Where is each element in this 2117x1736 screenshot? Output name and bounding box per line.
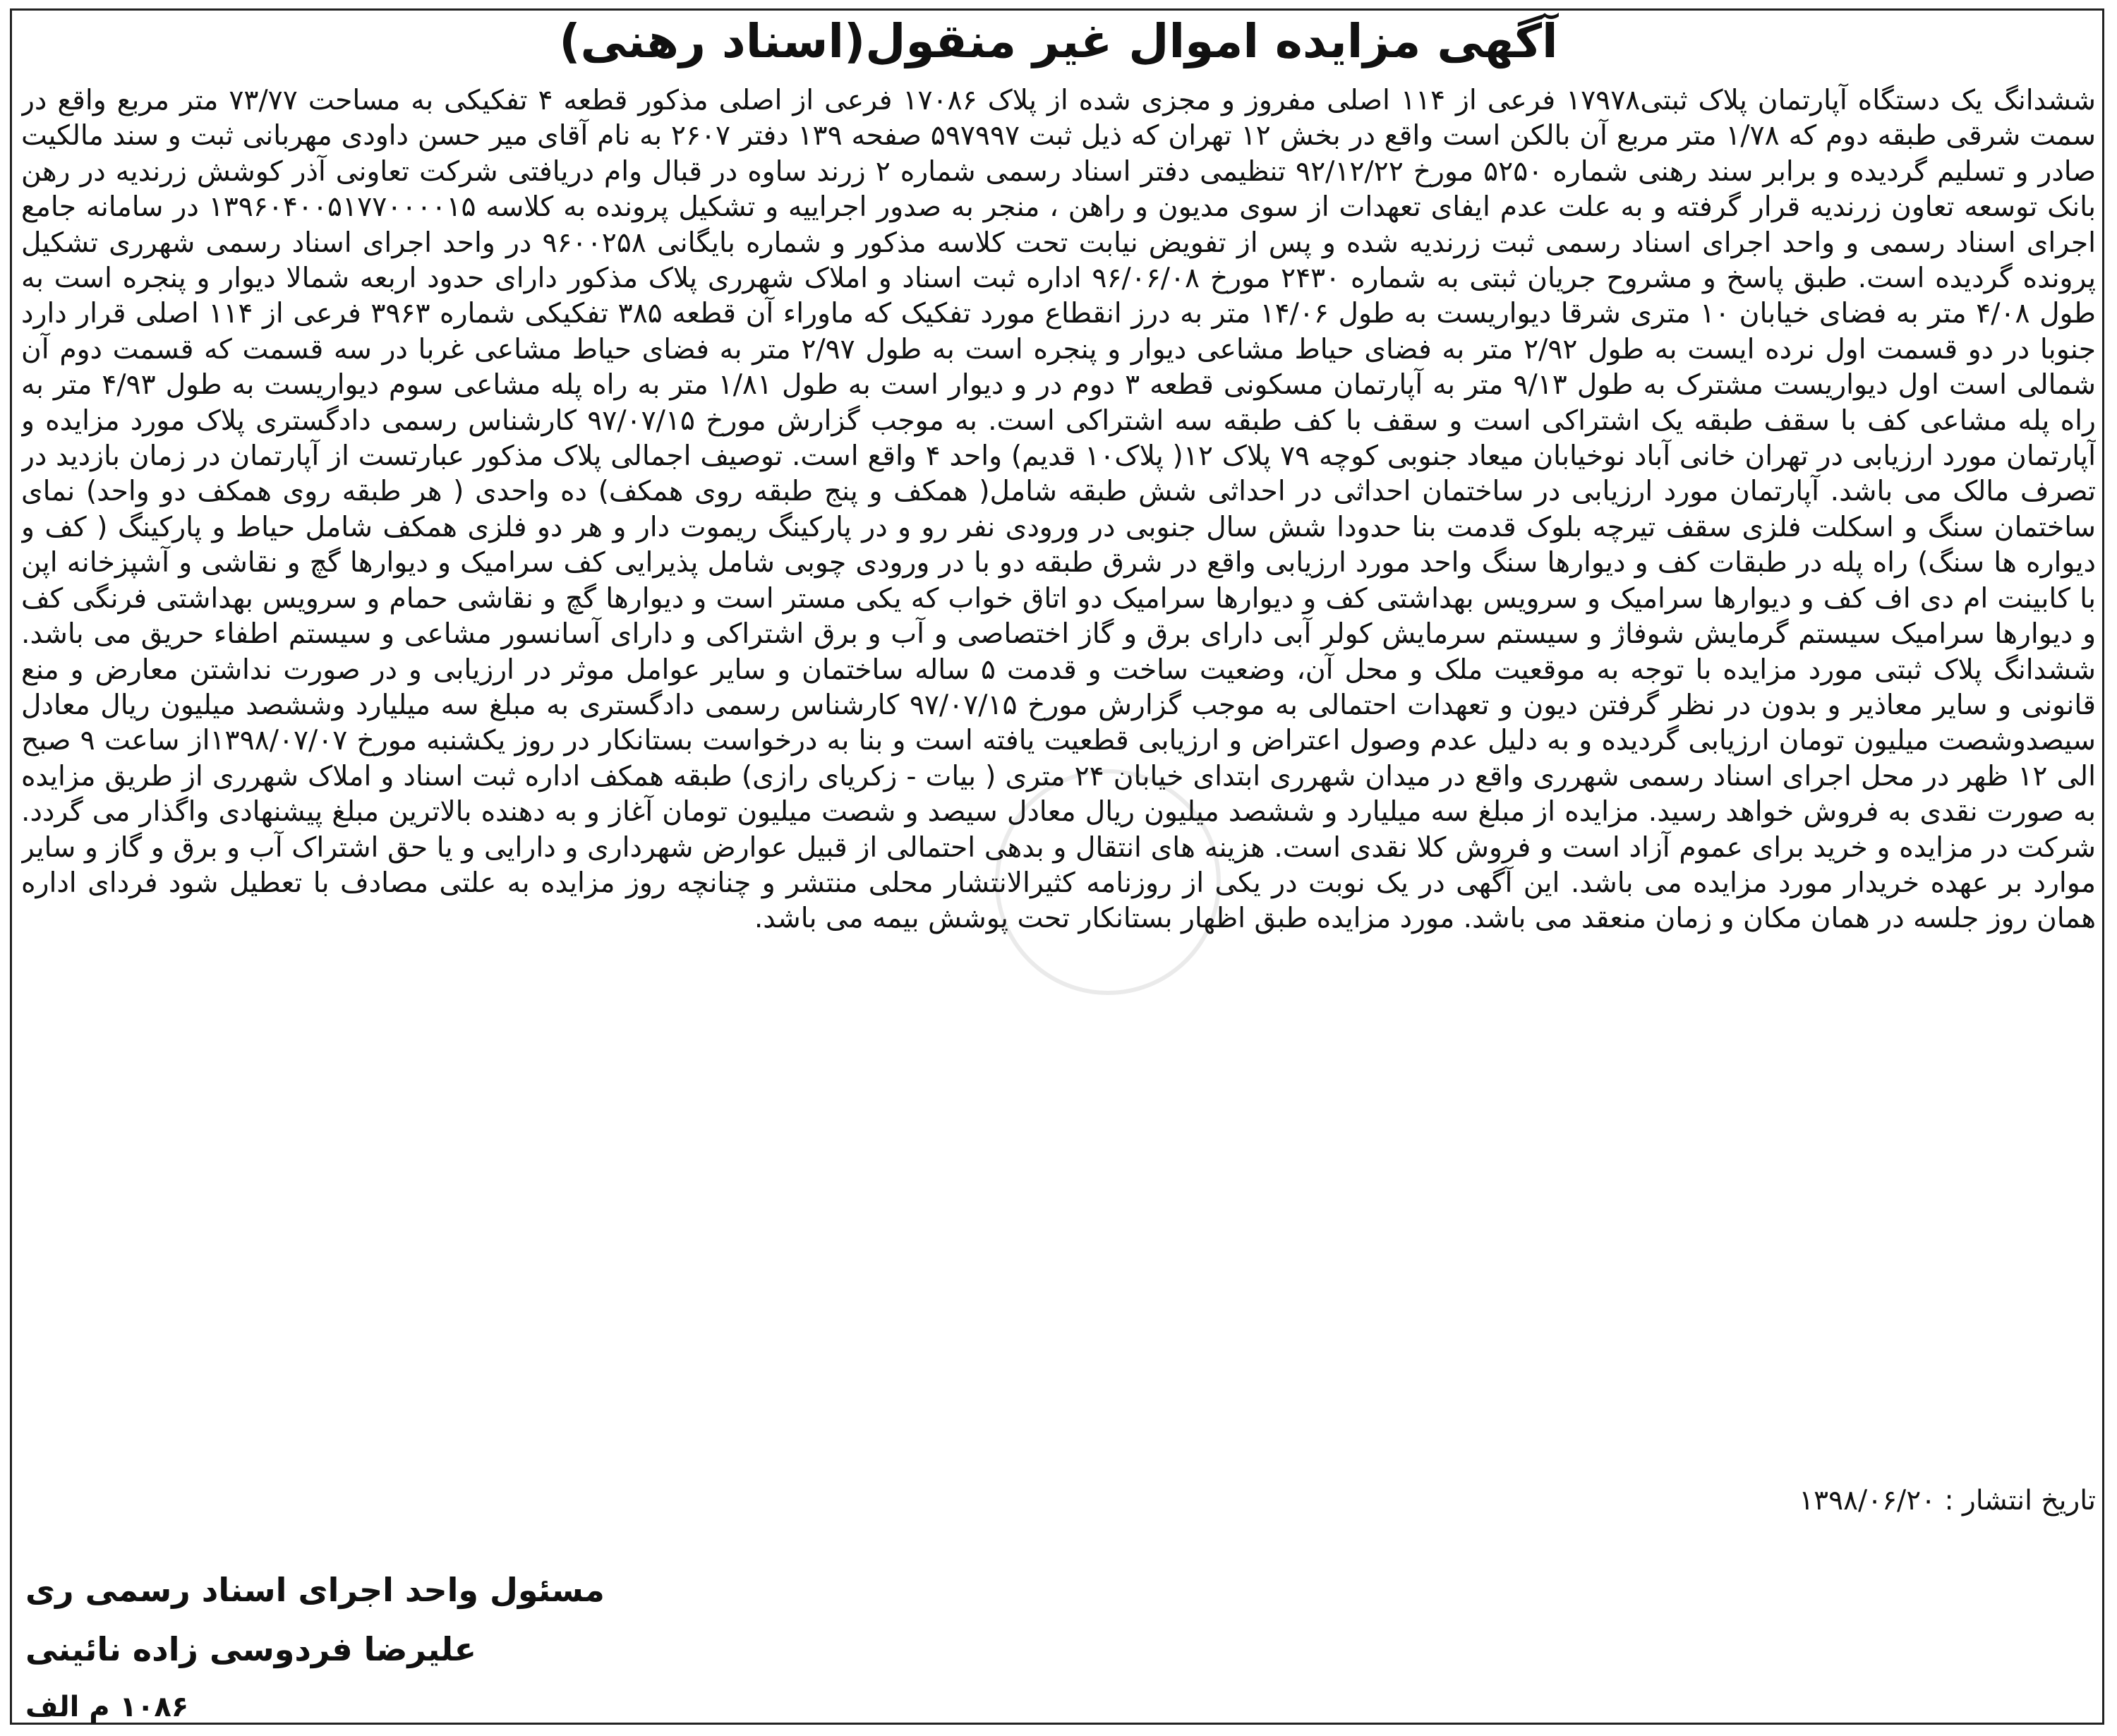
publication-date: تاریخ انتشار : ۱۳۹۸/۰۶/۲۰	[1799, 1485, 2096, 1517]
notice-code: ۱۰۸۶ م الف	[25, 1691, 189, 1723]
notice-title: آگهی مزایده اموال غیر منقول(اسناد رهنی)	[559, 14, 1558, 68]
notice-body: ششدانگ یک دستگاه آپارتمان پلاک ثبتی۱۷۹۷۸ فرعی از ۱۱۴ اصلی مفروز و مجزی شده از پلاک ۱۷۰۸۶ فرعی از اصلی مذکور قطعه ۴ تفکیکی به مساحت ۷۳/۷۷ متر مربع واقع در سمت شرقی طبقه دوم که ۱/۷۸ متر مربع آن بالکن است واقع در بخش ۱۲ تهران که ذیل ثبت ۵۹۷۹۹۷ صفحه ۱۳۹ دفتر ۲۶۰۷ به نام آقای میر حسن داودی مهربانی ثبت و سند مالکیت صادر و تسلیم گردیده و برابر سند رهنی شماره ۵۲۵۰ مورخ ۹۲/۱۲/۲۲ تنظیمی دفتر اسناد رسمی شماره ۲ زرند ساوه در قبال وام دریافتی شرکت تعاونی آذر کوشش زرندیه در رهن بانک توسعه تعاون زرندیه قرار گرفته و به علت عدم ایفای تعهدات از سوی مدیون و راهن ، منجر به صدور اجراییه و تشکیل پرونده به کلاسه ۱۳۹۶۰۴۰۰۵۱۷۷۰۰۰۰۱۵ در سامانه جامع اجرای اسناد رسمی و واحد اجرای اسناد رسمی ثبت زرندیه شده و پس از تفویض نیابت تحت کلاسه مذکور و شماره بایگانی ۹۶۰۰۲۵۸ در واحد اجرای اسناد رسمی شهرری تشکیل پرونده گردیده است. طبق پاسخ و مشروح جریان ثبتی به شماره ۲۴۳۰ مورخ ۹۶/۰۶/۰۸ اداره ثبت اسناد و املاک شهرری پلاک مذکور دارای حدود اربعه شمالا دیوار و پنجره است به طول ۴/۰۸ متر به فضای خیابان ۱۰ متری شرقا دیواریست به طول ۱۴/۰۶ متر به درز انقطاع مورد تفکیک که ماوراء آن قطعه ۳۸۵ تفکیکی شماره ۳۹۶۳ فرعی از ۱۱۴ اصلی قرار دارد جنوبا در دو قسمت اول نرده ایست به طول ۲/۹۲ متر به فضای حیاط مشاعی دیوار و پنجره است به طول ۲/۹۷ متر به فضای حیاط مشاعی غربا در سه قسمت که قسمت دوم آن شمالی است اول دیواریست مشترک به طول ۹/۱۳ متر به آپارتمان مسکونی قطعه ۳ دوم در و دیوار است به طول ۱/۸۱ متر به راه پله مشاعی سوم دیواریست به طول ۴/۹۳ متر به راه پله مشاعی کف با سقف طبقه یک اشتراکی است و سقف با کف طبقه سه اشتراکی است. به موجب گزارش مورخ ۹۷/۰۷/۱۵ کارشناس رسمی دادگستری پلاک مورد مزایده و آپارتمان مورد ارزیابی در تهران خانی آباد نوخیابان میعاد جنوبی کوچه ۷۹ پلاک ۱۲( پلاک۱۰ قدیم) واحد ۴ واقع است. توصیف اجمالی پلاک مذکور عبارتست از آپارتمان در زمان بازدید در تصرف مالک می باشد. آپارتمان مورد ارزیابی در ساختمان احداثی در احداثی شش طبقه شامل( همکف و پنج طبقه روی همکف) ده واحدی ( هر طبقه روی همکف دو واحد) نمای ساختمان سنگ و اسکلت فلزی سقف تیرچه بلوک قدمت بنا حدودا شش سال جنوبی در ورودی نفر رو و در پارکینگ ریموت دار و هر دو فلزی همکف شامل حیاط و پارکینگ ( کف و دیواره ها سنگ) راه پله در طبقات کف و دیوارها سنگ واحد مورد ارزیابی واقع در شرق طبقه دو با در ورودی چوبی شامل پذیرایی کف سرامیک و دیوارها گچ و نقاشی و آشپزخانه اپن با کابینت ام دی اف کف و دیوارها سرامیک و سرویس بهداشتی کف و دیوارها سرامیک دو اتاق خواب که یکی مستر است و دیوارها گچ و نقاشی حمام و سرویس بهداشتی فرنگی کف و دیوارها سرامیک سیستم گرمایش شوفاژ و سیستم سرمایش کولر آبی دارای برق و گاز اختصاصی و آب و برق اشتراکی و دارای آسانسور مشاعی و سیستم اطفاء حریق می باشد. ششدانگ پلاک ثبتی مورد مزایده با توجه به موقعیت ملک و محل آن، وضعیت ساخت و قدمت ۵ ساله ساختمان و سایر عوامل موثر در ارزیابی و در صورت نداشتن معارض و منع قانونی و سایر معاذیر و بدون در نظر گرفتن دیون و تعهدات احتمالی به موجب گزارش مورخ ۹۷/۰۷/۱۵ کارشناس رسمی دادگستری به مبلغ سه میلیارد وششصد میلیون ریال معادل سیصدوشصت میلیون تومان ارزیابی گردیده و به دلیل عدم وصول اعتراض و ارزیابی قطعیت یافته است و بنا به درخواست بستانکار در روز یکشنبه مورخ ۱۳۹۸/۰۷/۰۷از ساعت ۹ صبح الی ۱۲ ظهر در محل اجرای اسناد رسمی شهرری واقع در میدان شهرری ابتدای خیابان ۲۴ متری ( بیات - زکریای رازی) طبقه همکف اداره ثبت اسناد و املاک شهرری از طریق مزایده به صورت نقدی به فروش خواهد رسید. مزایده از مبلغ سه میلیارد و ششصد میلیون ریال معادل سیصد و شصت میلیون تومان آغاز و به دهنده بالاترین مبلغ پیشنهادی واگذار می گردد. شرکت در مزایده و خرید برای عموم آزاد است و فروش کلا نقدی است. هزینه های انتقال و بدهی احتمالی از قبیل عوارض شهرداری و دارایی و یا حق اشتراک آب و برق و گاز و سایر موارد بر عهده خریدار مورد مزایده می باشد. این آگهی در یک نوبت در یکی از روزنامه کثیرالانتشار محلی منتشر و چنانچه روز مزایده به علتی مصادف با تعطیل شود فردای اداره همان روز جلسه در همان مکان و زمان منعقد می باشد. مورد مزایده طبق اظهار بستانکار تحت پوشش بیمه می باشد.	[21, 85, 2096, 935]
signature-office: مسئول واحد اجرای اسناد رسمی ری	[25, 1571, 605, 1609]
signature-name: علیرضا فردوسی زاده نائینی	[25, 1630, 476, 1668]
